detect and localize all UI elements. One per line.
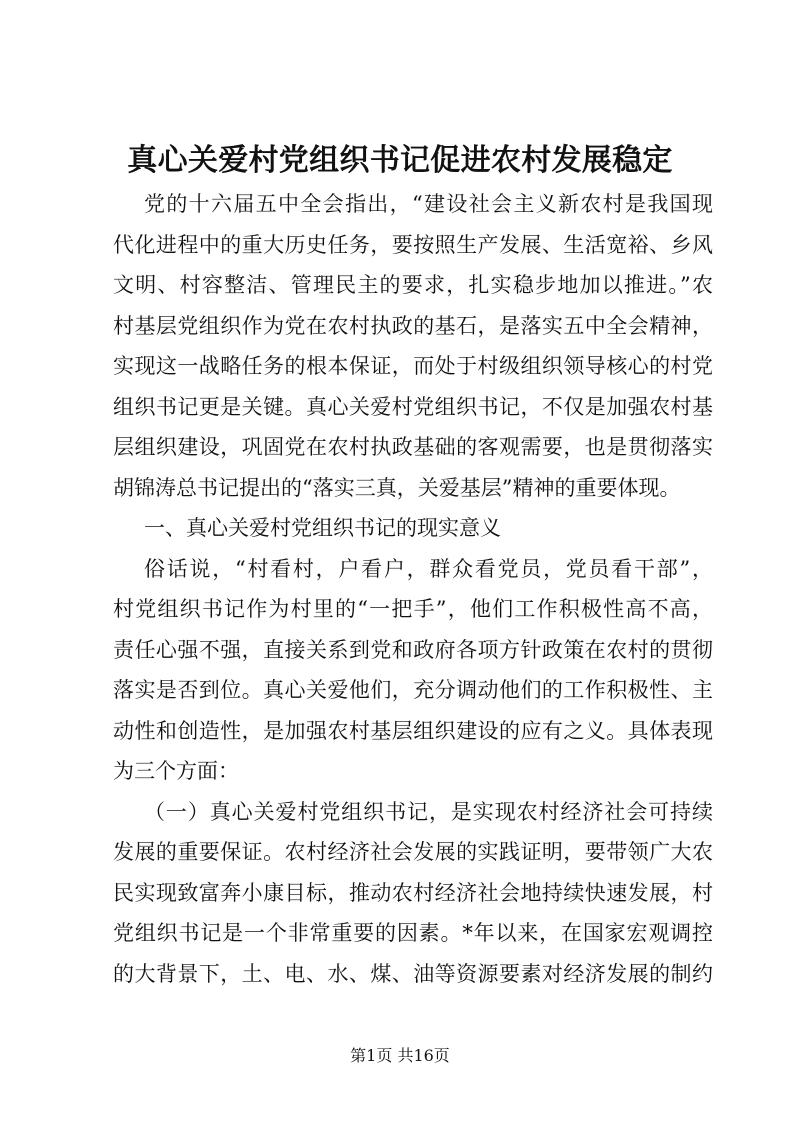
- text-line: 层组织建设，巩固党在农村执政基础的客观需要，也是贯彻落实: [113, 435, 713, 459]
- text-line: 村基层党组织作为党在农村执政的基石，是落实五中全会精神，: [113, 313, 713, 338]
- paragraph-intro: [113, 184, 713, 508]
- text-line: 责任心强不强，直接关系到党和政府各项方针政策在农村的贯彻: [113, 637, 713, 662]
- text-line: 动性和创造性，是加强农村基层组织建设的应有之义。具体表现: [113, 718, 713, 743]
- document-body: [113, 184, 713, 994]
- text-line: 胡锦涛总书记提出的“落实三真，关爱基层”精神的重要体现。: [113, 475, 681, 500]
- section-heading-text: 一、真心关爱村党组织书记的现实意义: [144, 516, 501, 540]
- text-line: 的大背景下，土、电、水、煤、油等资源要素对经济发展的制约: [113, 961, 713, 986]
- text-line: 为三个方面：: [113, 759, 239, 783]
- text-line: 党组织书记是一个非常重要的因素。*年以来，在国家宏观调控: [113, 921, 713, 945]
- paragraph-significance: [113, 549, 713, 792]
- page-footer: 第1页 共16页: [350, 1046, 450, 1065]
- paragraph-point-one: [113, 792, 713, 995]
- text-line: 实现这一战略任务的根本保证，而处于村级组织领导核心的村党: [113, 354, 713, 378]
- text-line: 落实是否到位。真心关爱他们，充分调动他们的工作积极性、主: [113, 678, 713, 702]
- text-line: 代化进程中的重大历史任务，要按照生产发展、生活宽裕、乡风: [113, 232, 713, 257]
- text-line: 俗话说，“村看村，户看户，群众看党员，党员看干部”，: [144, 556, 713, 581]
- text-line: 发展的重要保证。农村经济社会发展的实践证明，要带领广大农: [113, 840, 713, 864]
- text-line: 组织书记更是关键。真心关爱村党组织书记，不仅是加强农村基: [113, 394, 713, 419]
- text-line: 文明、村容整洁、管理民主的要求，扎实稳步地加以推进。”农: [113, 273, 713, 297]
- text-line: 民实现致富奔小康目标，推动农村经济社会地持续快速发展，村: [113, 880, 713, 905]
- section-heading: [113, 508, 713, 549]
- text-line: 村党组织书记作为村里的“一把手”，他们工作积极性高不高，: [113, 597, 713, 621]
- text-line: 党的十六届五中全会指出，“建设社会主义新农村是我国现: [144, 192, 713, 216]
- text-line: （一）真心关爱村党组织书记，是实现农村经济社会可持续: [144, 799, 713, 824]
- document-title: 真心关爱村党组织书记促进农村发展稳定: [127, 143, 673, 178]
